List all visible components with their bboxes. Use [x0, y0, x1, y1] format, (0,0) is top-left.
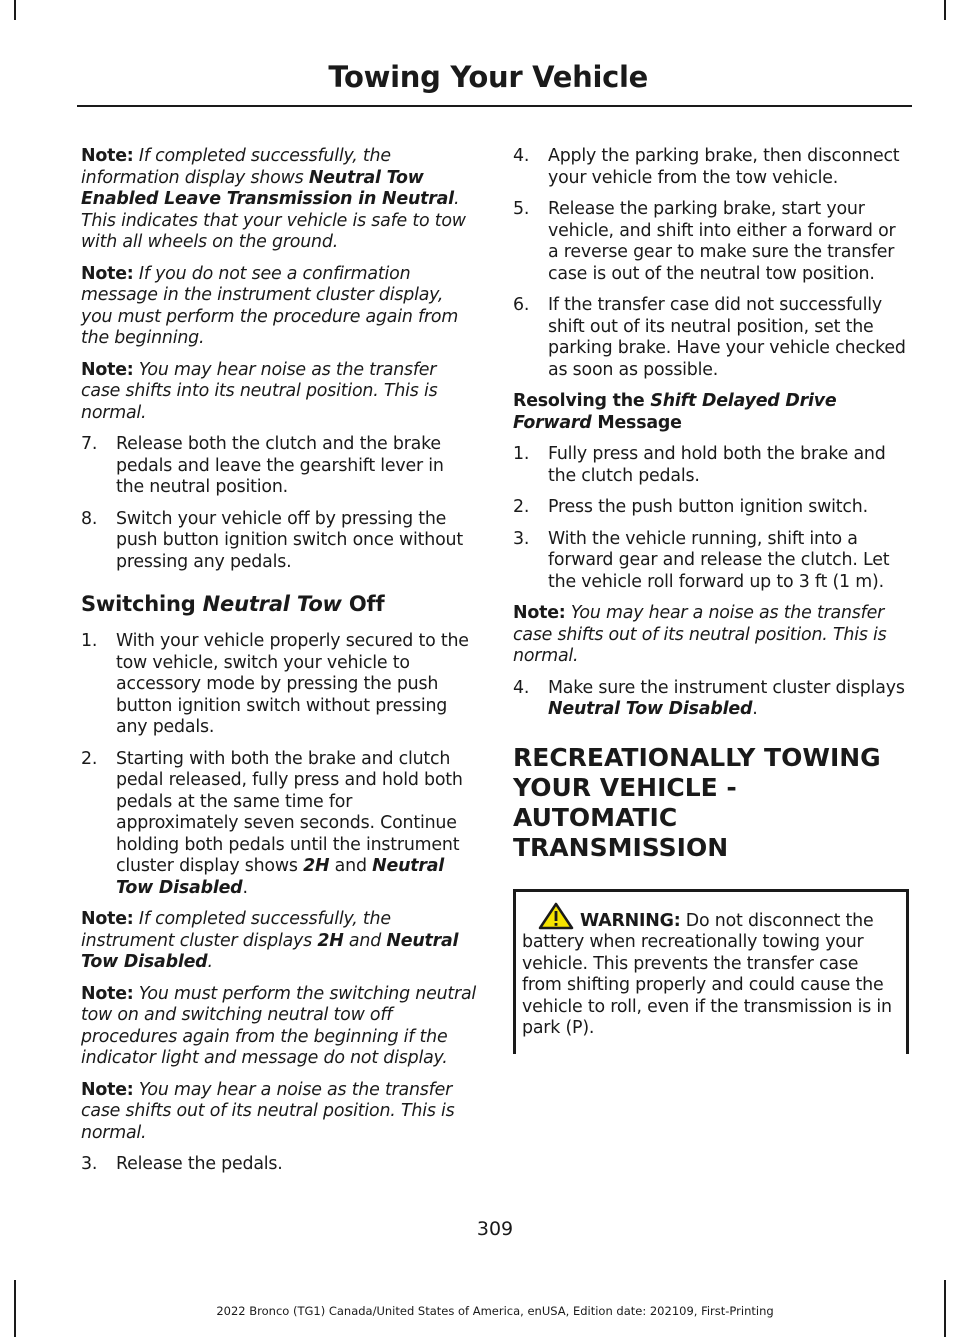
list-item-resolve-2: 2. Press the push button ignition switch.	[513, 497, 868, 517]
note-neutral-tow-enabled: Note: If completed successfully, the information display shows Neutral Tow Enabled Leave Transmission in Neutral. This indicates that your vehicle is safe to tow with all wheels on the ground.	[81, 146, 466, 252]
subheading-switching-neutral-tow-off: Switching Neutral Tow Off	[81, 592, 385, 616]
warning-triangle-icon	[538, 902, 574, 930]
list-item-step-2: 2. Starting with both the brake and clutch pedal released, fully press and hold both pedals at the same time for approximately seven seconds. Continue holding both pedals until the instrument cluster display shows 2H and Neutral Tow Disabled.	[81, 748, 463, 898]
list-item-step-1: 1. With your vehicle properly secured to the tow vehicle, switch your vehicle to accessory mode by pressing the push button ignition switch without pressing any pedals.	[81, 631, 469, 737]
note-transfer-noise: Note: You may hear noise as the transfer case shifts into its neutral position. This is normal.	[81, 359, 438, 423]
crop-mark-top-left	[14, 0, 16, 20]
subheading-resolving-shift-delayed: Resolving the Shift Delayed Drive Forward Message	[513, 391, 837, 433]
note-repeat-procedure: Note: You must perform the switching neutral tow on and switching neutral tow off procedures again from the beginning if the indicator light and message do not display.	[81, 983, 477, 1068]
right-column	[513, 146, 909, 1054]
page-number: 309	[476, 1218, 514, 1240]
footer-edition: 2022 Bronco (TG1) Canada/United States of America, enUSA, Edition date: 202109, First-Printing	[216, 1304, 774, 1318]
note-transfer-noise-3: Note: You may hear a noise as the transfer case shifts out of its neutral position. This is normal.	[513, 603, 887, 666]
left-column	[81, 146, 477, 1186]
note-completed-successfully: Note: If completed successfully, the instrument cluster displays 2H and Neutral Tow Disabled.	[81, 909, 459, 972]
list-item-resolve-3: 3. With the vehicle running, shift into a forward gear and release the clutch. Let the vehicle roll forward up to 3 ft (1 m).	[513, 528, 890, 592]
list-item-step-3: 3. Release the pedals.	[81, 1154, 283, 1174]
header-divider	[77, 105, 912, 107]
note-transfer-noise-2: Note: You may hear a noise as the transfer case shifts out of its neutral position. This is normal.	[81, 1079, 455, 1143]
crop-mark-top-right	[944, 0, 946, 20]
warning-box: WARNING: Do not disconnect the battery when recreationally towing your vehicle. This prevents the transfer case from shifting properly and could cause the vehicle to roll, even if the transmission is in park (P).	[513, 889, 909, 1054]
list-item-step-7: 7. Release both the clutch and the brake pedals and leave the gearshift lever in the neutral position.	[81, 434, 444, 497]
list-item-step-4: 4. Apply the parking brake, then disconnect your vehicle from the tow vehicle.	[513, 146, 900, 188]
section-heading-recreational-towing: RECREATIONALLY TOWING YOUR VEHICLE - AUTOMATIC TRANSMISSION	[513, 742, 881, 862]
page-title: Towing Your Vehicle	[328, 60, 648, 94]
list-item-step-8: 8. Switch your vehicle off by pressing the push button ignition switch once without pressing any pedals.	[81, 508, 463, 572]
list-item-resolve-4: 4. Make sure the instrument cluster displays Neutral Tow Disabled.	[513, 677, 905, 719]
list-item-resolve-1: 1. Fully press and hold both the brake and the clutch pedals.	[513, 444, 886, 486]
note-confirmation-message: Note: If you do not see a confirmation message in the instrument cluster display, you must perform the procedure again from the beginning.	[81, 263, 459, 348]
list-item-step-5: 5. Release the parking brake, start your vehicle, and shift into either a forward or a reverse gear to make sure the transfer case is out of the neutral tow position.	[513, 199, 896, 284]
list-item-step-6: 6. If the transfer case did not successfully shift out of its neutral position, set the parking brake. Have your vehicle checked as soon as possible.	[513, 295, 906, 380]
